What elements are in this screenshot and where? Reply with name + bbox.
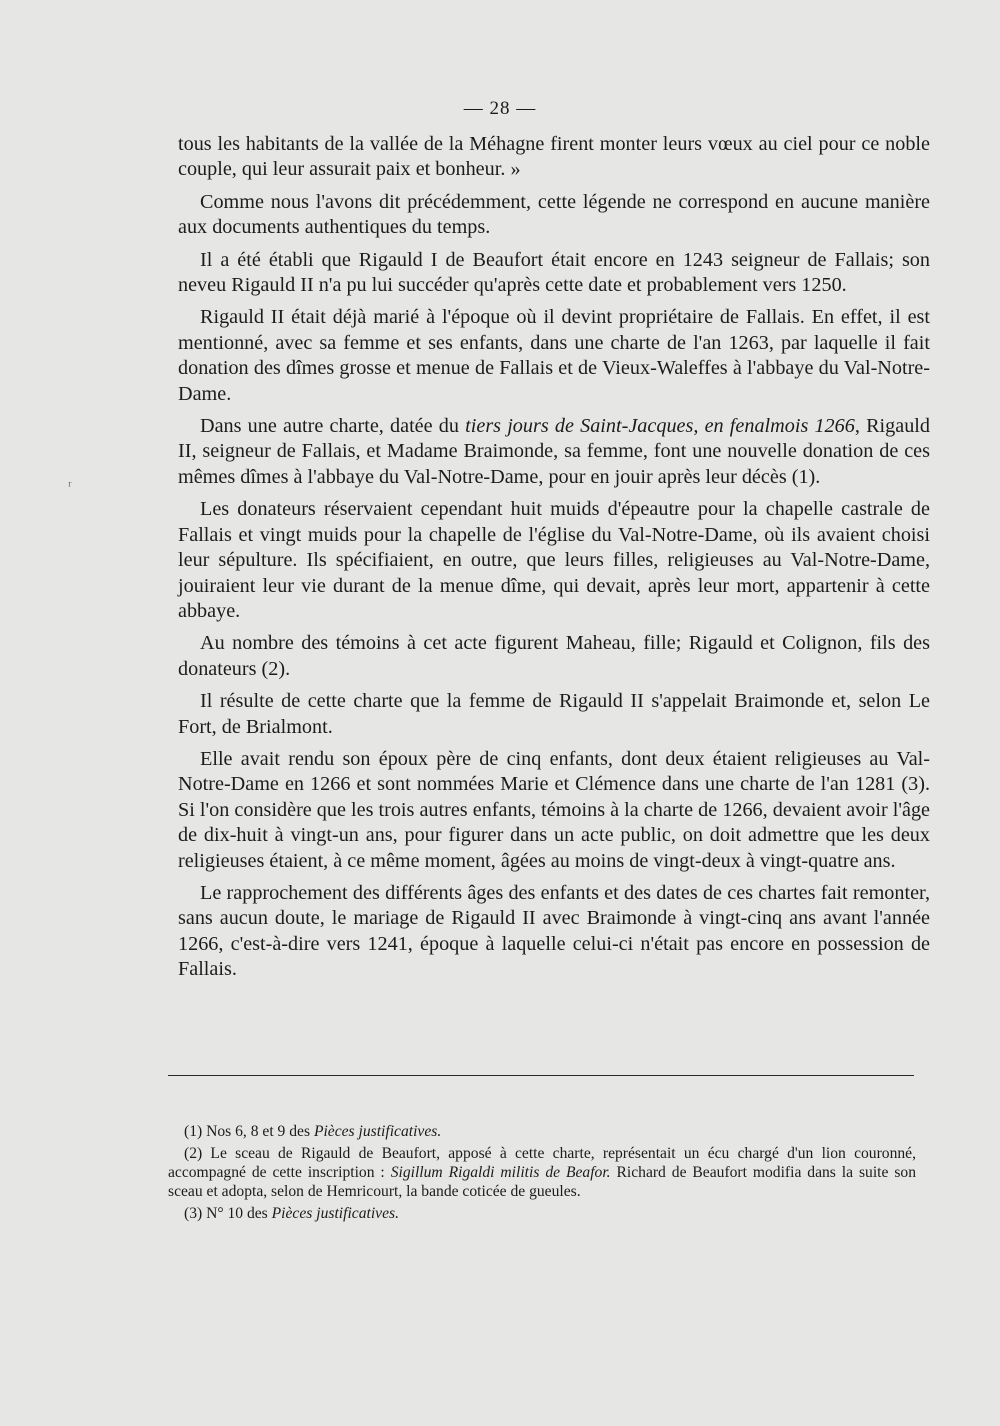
footnote-italic: Pièces justificatives.	[271, 1205, 399, 1222]
footnote-italic: Sigillum Rigaldi militis de Beafor.	[390, 1164, 611, 1181]
paragraph: Il résulte de cette charte que la femme de Rigauld II s'appelait Braimonde et, selon Le Fort, de Brialmont.	[178, 690, 930, 738]
paragraph: Les donateurs réservaient cependant huit muids d'épeautre pour la chapelle castrale de Fallais et vingt muids pour la chapelle de l'église du Val-Notre-Dame, où ils avaient choisi leur sépulture. Ils spécifiaient, en outre, que leurs filles, religieuses au Val-Notre-Dame, jouiraient leur vie durant de la menue dîme, qui devait, après leur mort, appartenir à cette abbaye.	[178, 498, 930, 622]
footnote-text: (3) N° 10 des	[184, 1205, 272, 1222]
footnote-divider	[168, 1075, 914, 1076]
paragraph: tous les habitants de la vallée de la Méhagne firent monter leurs vœux au ciel pour ce noble couple, qui leur assurait paix et bonheur. »	[178, 133, 930, 181]
footnote	[168, 1204, 916, 1223]
paragraph: Il a été établi que Rigauld I de Beaufort était encore en 1243 seigneur de Fallais; son neveu Rigauld II n'a pu lui succéder qu'après cette date et probablement vers 1250.	[178, 248, 930, 297]
paragraph: Le rapprochement des différents âges des enfants et des dates de ces chartes fait remonter, sans aucun doute, le mariage de Rigauld II avec Braimonde à vingt-cinq ans avant l'année 1266, c'est-à-dire vers 1241, époque à laquelle celui-ci n'était pas encore en possession de Fallais.	[178, 881, 930, 981]
footnote-text: Richard de Beaufort modifia dans la suite son sceau et adopta, selon de Hemricourt, la bande coticée de gueules.	[168, 1164, 916, 1200]
margin-mark: ʳ	[68, 478, 72, 495]
paragraph: Rigauld II était déjà marié à l'époque où il devint propriétaire de Fallais. En effet, il est mentionné, avec sa femme et ses enfants, dans une charte de l'an 1263, par laquelle il fait donation des dîmes grosse et menue de Fallais et de Vieux-Waleffes à l'abbaye du Val-Notre-Dame.	[178, 306, 930, 405]
page-number: — 28 —	[463, 98, 537, 119]
footnote	[168, 1122, 916, 1141]
footnote-italic: Pièces justificatives.	[313, 1123, 442, 1140]
paragraph	[178, 414, 930, 490]
footnote-text: (2) Le sceau de Rigauld de Beaufort, apposé à cette charte, représentait un écu chargé d'un lion couronné, accompagné de cette inscription :	[168, 1145, 916, 1181]
paragraph-text: , Rigauld II, seigneur de Fallais, et Madame Braimonde, sa femme, font une nouvelle donation de ces mêmes dîmes à l'abbaye du Val-Notre-Dame, pour en jouir après leur décès (1).	[178, 415, 930, 488]
footnote	[168, 1144, 916, 1201]
italic-date-text: tiers jours de Saint-Jacques, en fenalmois 1266	[465, 415, 855, 438]
body-text	[178, 132, 930, 990]
paragraph: Au nombre des témoins à cet acte figurent Maheau, fille; Rigauld et Colignon, fils des donateurs (2).	[178, 632, 930, 680]
footnotes	[168, 1122, 916, 1226]
paragraph: Comme nous l'avons dit précédemment, cette légende ne correspond en aucune manière aux documents authentiques du temps.	[178, 190, 930, 239]
paragraph: Elle avait rendu son époux père de cinq enfants, dont deux étaient religieuses au Val-Notre-Dame en 1266 et sont nommées Marie et Clémence dans une charte de l'an 1281 (3). Si l'on considère que les trois autres enfants, témoins à la charte de 1266, devaient avoir l'âge de dix-huit à vingt-un ans, pour figurer dans un acte public, on doit admettre que les deux religieuses étaient, à ce même moment, âgées au moins de vingt-deux à vingt-quatre ans.	[178, 747, 930, 872]
footnote-text: (1) Nos 6, 8 et 9 des	[184, 1123, 314, 1140]
paragraph-text: Dans une autre charte, datée du	[200, 415, 466, 438]
